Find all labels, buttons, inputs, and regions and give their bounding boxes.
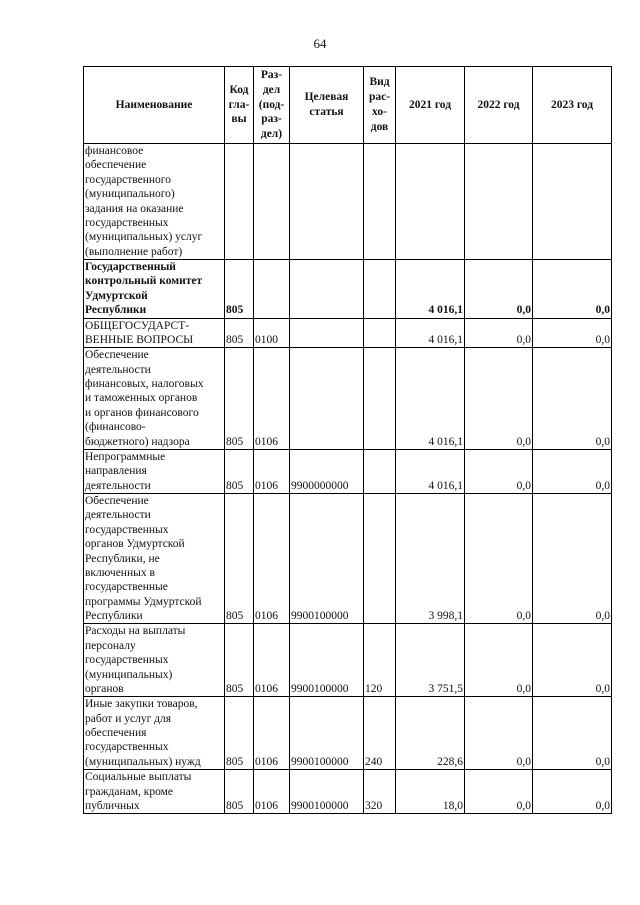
table-row: [84, 770, 612, 814]
row-2023: 0,0: [533, 260, 612, 319]
page-number: 64: [313, 36, 327, 51]
table-row: [84, 697, 612, 770]
row-name: ОБЩЕГОСУДАРСТ- ВЕННЫЕ ВОПРОСЫ: [84, 318, 225, 348]
row-2022: [465, 144, 533, 260]
row-2022: 0,0: [465, 494, 533, 624]
row-chapter: 805: [225, 449, 254, 493]
row-expense: 320: [364, 770, 396, 814]
row-target: 9900100000: [290, 494, 364, 624]
row-chapter: 805: [225, 318, 254, 348]
row-name: финансовое обеспечение государственного (муниципального) задания на оказание государственных (муниципальных) услуг (выполнение работ): [84, 144, 225, 260]
row-2021: 4 016,1: [396, 260, 465, 319]
row-chapter: 805: [225, 348, 254, 450]
row-2021: 3 751,5: [396, 624, 465, 697]
row-2022: 0,0: [465, 697, 533, 770]
row-target: [290, 348, 364, 450]
row-section: [254, 260, 290, 319]
row-expense: [364, 348, 396, 450]
row-section: 0100: [254, 318, 290, 348]
row-chapter: 805: [225, 260, 254, 319]
row-expense: [364, 318, 396, 348]
row-target: 9900100000: [290, 624, 364, 697]
row-target: 9900100000: [290, 697, 364, 770]
row-2023: 0,0: [533, 494, 612, 624]
row-2021: 4 016,1: [396, 449, 465, 493]
row-target: 9900100000: [290, 770, 364, 814]
row-name: Непрограммные направления деятельности: [84, 449, 225, 493]
row-expense: [364, 449, 396, 493]
header-expense: Вид рас- хо- дов: [364, 67, 396, 144]
row-2022: 0,0: [465, 770, 533, 814]
row-section: 0106: [254, 770, 290, 814]
row-chapter: 805: [225, 697, 254, 770]
row-2021: 18,0: [396, 770, 465, 814]
row-name: Обеспечение деятельности государственных органов Удмуртской Республики, не включенных в государственные программы Удмуртской Республики: [84, 494, 225, 624]
row-expense: [364, 494, 396, 624]
row-section: 0106: [254, 348, 290, 450]
row-2021: 4 016,1: [396, 318, 465, 348]
row-section: 0106: [254, 494, 290, 624]
header-2022: 2022 год: [465, 67, 533, 144]
table-row: [84, 494, 612, 624]
row-chapter: [225, 144, 254, 260]
row-2023: 0,0: [533, 318, 612, 348]
row-2023: 0,0: [533, 770, 612, 814]
table-row: [84, 260, 612, 319]
row-name: Иные закупки товаров, работ и услуг для обеспечения государственных (муниципальных) нужд: [84, 697, 225, 770]
row-target: [290, 318, 364, 348]
row-2021: 3 998,1: [396, 494, 465, 624]
row-target: [290, 144, 364, 260]
row-2022: 0,0: [465, 318, 533, 348]
table-row: [84, 624, 612, 697]
row-expense: [364, 144, 396, 260]
table-row: [84, 348, 612, 450]
header-section: Раз- дел (под- раз- дел): [254, 67, 290, 144]
row-2023: 0,0: [533, 697, 612, 770]
row-section: 0106: [254, 697, 290, 770]
row-expense: [364, 260, 396, 319]
row-2021: 228,6: [396, 697, 465, 770]
row-chapter: 805: [225, 494, 254, 624]
row-2022: 0,0: [465, 260, 533, 319]
table-row: [84, 449, 612, 493]
header-name: Наименование: [84, 67, 225, 144]
table-row: [84, 318, 612, 348]
row-2021: [396, 144, 465, 260]
row-2021: 4 016,1: [396, 348, 465, 450]
row-name: Обеспечение деятельности финансовых, налоговых и таможенных органов и органов финансового (финансово- бюджетного) надзора: [84, 348, 225, 450]
row-2023: 0,0: [533, 449, 612, 493]
row-name: Расходы на выплаты персоналу государственных (муниципальных) органов: [84, 624, 225, 697]
table-header-row: [84, 67, 612, 144]
row-section: 0106: [254, 624, 290, 697]
row-expense: 120: [364, 624, 396, 697]
budget-table: [83, 66, 612, 814]
table-row: [84, 144, 612, 260]
row-2022: 0,0: [465, 348, 533, 450]
row-2022: 0,0: [465, 449, 533, 493]
header-chapter: Код гла- вы: [225, 67, 254, 144]
header-2021: 2021 год: [396, 67, 465, 144]
row-name: Социальные выплаты гражданам, кроме публичных: [84, 770, 225, 814]
row-expense: 240: [364, 697, 396, 770]
row-section: [254, 144, 290, 260]
header-target: Целевая статья: [290, 67, 364, 144]
row-target: 9900000000: [290, 449, 364, 493]
row-name: Государственный контрольный комитет Удмуртской Республики: [84, 260, 225, 319]
row-section: 0106: [254, 449, 290, 493]
row-chapter: 805: [225, 770, 254, 814]
row-2023: 0,0: [533, 348, 612, 450]
row-chapter: 805: [225, 624, 254, 697]
row-2023: [533, 144, 612, 260]
row-2022: 0,0: [465, 624, 533, 697]
header-2023: 2023 год: [533, 67, 612, 144]
row-target: [290, 260, 364, 319]
row-2023: 0,0: [533, 624, 612, 697]
